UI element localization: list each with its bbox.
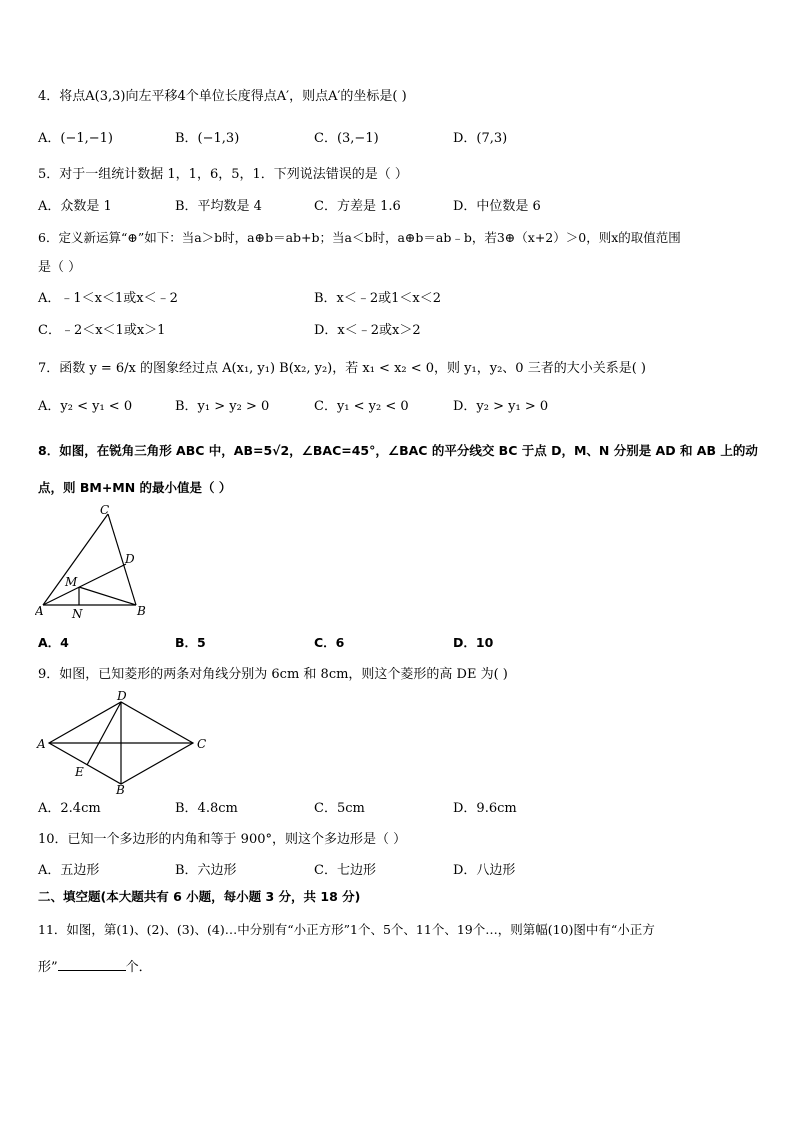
- label-a: A: [37, 737, 46, 751]
- label-n: N: [72, 607, 83, 621]
- q10-option-b: B．六边形: [175, 863, 237, 878]
- label-e: E: [75, 765, 84, 779]
- q9-option-c: C．5cm: [314, 801, 365, 816]
- q8-stem-line1: 8．如图，在锐角三角形 ABC 中，AB=5√2，∠BAC=45°，∠BAC 的平分线交 BC 于点 D，M、N 分别是 AD 和 AB 上的动: [38, 443, 758, 458]
- q10-option-a: A．五边形: [38, 863, 100, 878]
- q6-option-b: B．x＜﹣2或1＜x＜2: [314, 291, 442, 306]
- section-title: 二、填空题(本大题共有 6 小题，每小题 3 分，共 18 分): [38, 889, 361, 904]
- q5-stem: 5．对于一组统计数据 1，1，6，5，1．下列说法错误的是（ ）: [38, 167, 408, 182]
- label-m: M: [65, 575, 78, 589]
- label-d: D: [117, 689, 127, 703]
- q11-text-prefix: 形”: [38, 960, 58, 975]
- q4-option-c: C．(3,−1): [314, 131, 379, 146]
- q5-option-b: B．平均数是 4: [175, 199, 262, 214]
- rhombus-figure: [35, 686, 215, 796]
- q4-option-d: D．(7,3): [453, 131, 508, 146]
- q5-option-c: C．方差是 1.6: [314, 199, 401, 214]
- q8-option-b: B．5: [175, 635, 206, 650]
- q8-option-a: A．4: [38, 635, 69, 650]
- label-c: C: [100, 503, 110, 517]
- q7-stem: 7．函数 y = 6/x 的图象经过点 A(x₁, y₁) B(x₂, y₂)，若 x₁ < x₂ < 0，则 y₁，y₂、0 三者的大小关系是( ): [38, 361, 646, 376]
- q6-stem-line1: 6．定义新运算“⊕”如下：当a＞b时，a⊕b＝ab+b；当a＜b时，a⊕b＝ab﹣b，若3⊕（x+2）＞0，则x的取值范围: [38, 230, 681, 245]
- q4-option-a: A．(−1,−1): [38, 131, 113, 146]
- q6-option-d: D．x＜﹣2或x＞2: [314, 323, 421, 338]
- q6-stem-line2: 是（ ）: [38, 260, 82, 275]
- q6-option-a: A．﹣1＜x＜1或x＜﹣2: [38, 291, 178, 306]
- q10-option-c: C．七边形: [314, 863, 376, 878]
- q8-option-d: D．10: [453, 635, 494, 650]
- q9-option-b: B．4.8cm: [175, 801, 238, 816]
- label-d: D: [125, 552, 135, 566]
- q8-option-c: C．6: [314, 635, 345, 650]
- q11-stem-line1: 11．如图，第(1)、(2)、(3)、(4)…中分别有“小正方形”1个、5个、11个、19个…，则第幅(10)图中有“小正方: [38, 922, 655, 937]
- q10-stem: 10．已知一个多边形的内角和等于 900°，则这个多边形是（ ）: [38, 832, 407, 847]
- q9-option-d: D．9.6cm: [453, 801, 517, 816]
- q11-stem-line2: [38, 958, 152, 977]
- q8-stem-line2: 点，则 BM+MN 的最小值是（ ）: [38, 480, 232, 495]
- q7-option-a: A．y₂ < y₁ < 0: [38, 399, 133, 414]
- q4-stem: 4．将点A(3,3)向左平移4个单位长度得点A′，则点A′的坐标是( ): [38, 89, 407, 104]
- answer-blank[interactable]: [58, 958, 126, 971]
- q5-option-d: D．中位数是 6: [453, 199, 541, 214]
- triangle-figure: [35, 502, 155, 622]
- label-a: A: [35, 604, 44, 618]
- q7-option-d: D．y₂ > y₁ > 0: [453, 399, 549, 414]
- q6-option-c: C．﹣2＜x＜1或x＞1: [38, 323, 166, 338]
- label-b: B: [116, 783, 125, 796]
- label-b: B: [137, 604, 146, 618]
- q11-text-suffix: 个．: [125, 960, 152, 975]
- q4-option-b: B．(−1,3): [175, 131, 240, 146]
- q5-option-a: A．众数是 1: [38, 199, 112, 214]
- q9-stem: 9．如图，已知菱形的两条对角线分别为 6cm 和 8cm，则这个菱形的高 DE 为( ): [38, 667, 508, 682]
- q10-option-d: D．八边形: [453, 863, 516, 878]
- q9-option-a: A．2.4cm: [38, 801, 101, 816]
- q7-option-c: C．y₁ < y₂ < 0: [314, 399, 409, 414]
- label-c: C: [197, 737, 207, 751]
- q7-option-b: B．y₁ > y₂ > 0: [175, 399, 270, 414]
